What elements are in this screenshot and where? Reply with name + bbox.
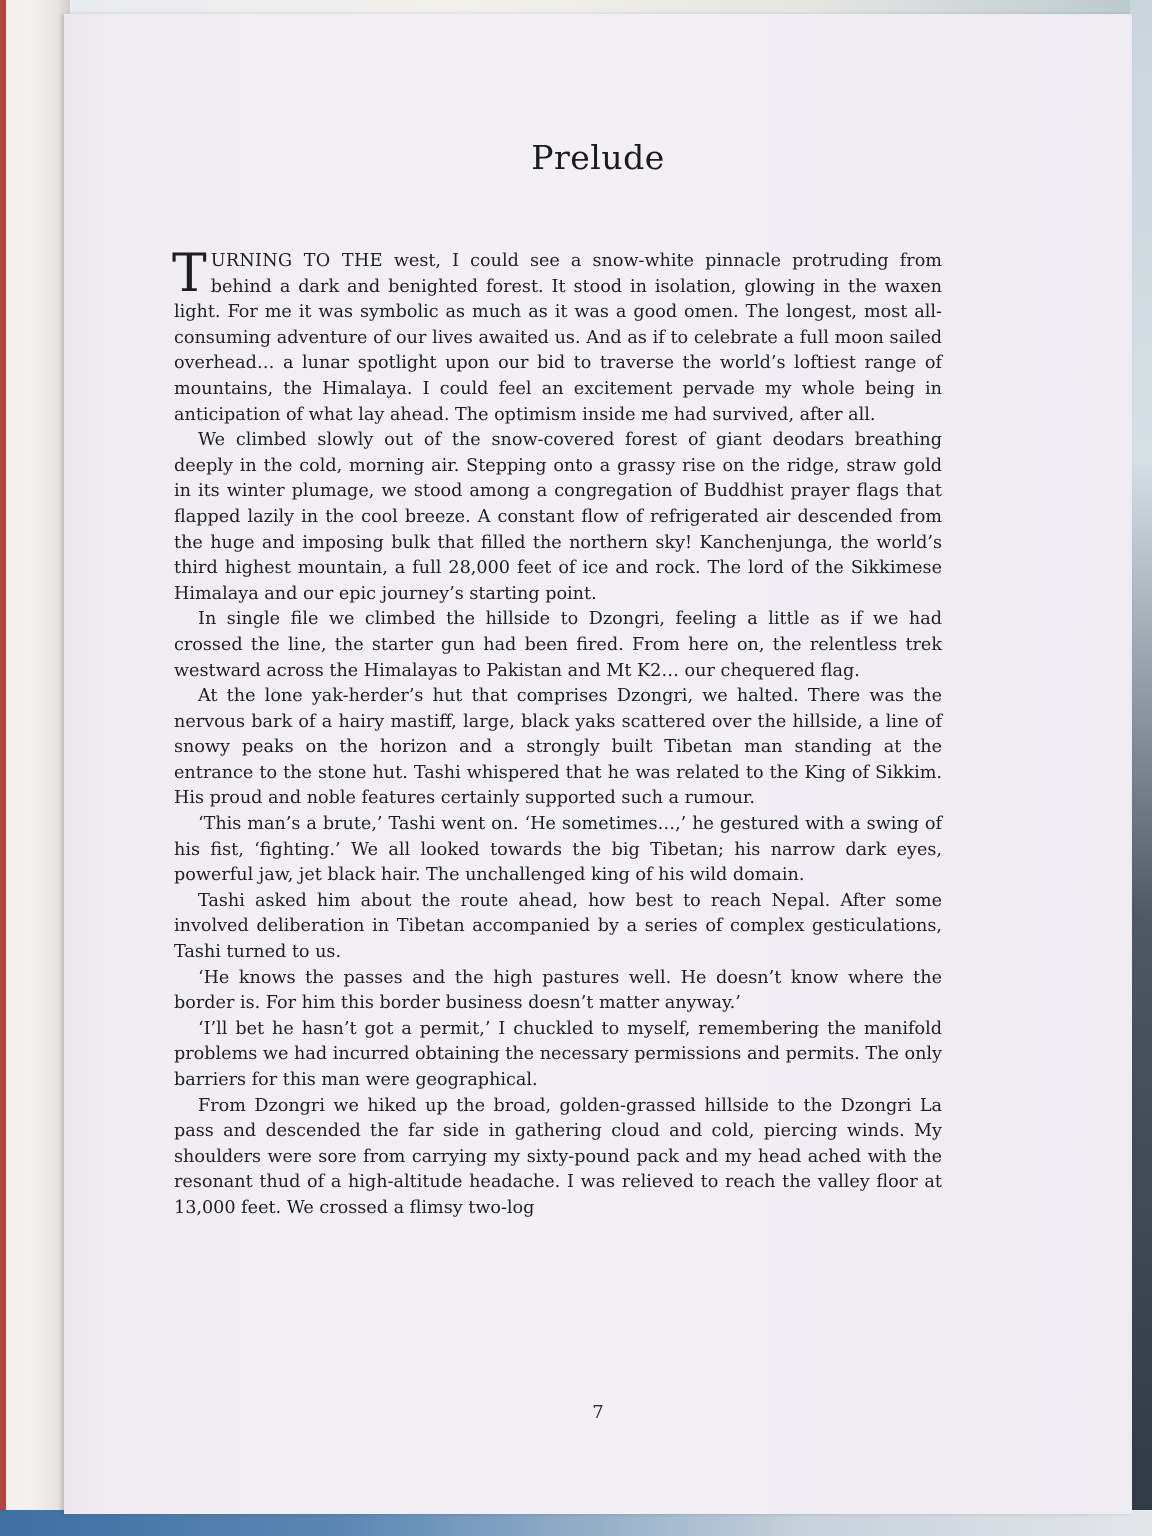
- book-page: [64, 14, 1132, 1514]
- book-cover-spine: [0, 0, 6, 1536]
- paragraph: ‘I’ll bet he hasn’t got a permit,’ I chuckled to myself, remembering the manifold problems we had incurred obtaining the necessary permissions and permits. The only barriers for this man were geographical.: [174, 1018, 942, 1090]
- opening-small-caps: URNING TO THE: [210, 251, 383, 271]
- body-text: [172, 244, 942, 1222]
- paragraph: At the lone yak-herder’s hut that comprises Dzongri, we halted. There was the nervous bark of a hairy mastiff, large, black yaks scattered over the hillside, a line of snowy peaks on the horizon and a strongly built Tibetan man standing at the entrance to the stone hut. Tashi whispered that he was related to the King of Sikkim. His proud and noble features certainly supported such a rumour.: [174, 686, 942, 809]
- page-number: 7: [592, 1402, 604, 1423]
- opening-paragraph: [172, 244, 942, 428]
- background-book-right: [1130, 0, 1152, 1536]
- paragraph: ‘This man’s a brute,’ Tashi went on. ‘He sometimes…,’ he gestured with a swing of his fist, ‘fighting.’ We all looked towards the big Tibetan; his narrow dark eyes, powerful jaw, jet black hair. The unchallenged king of his wild domain.: [174, 814, 942, 886]
- paragraph: We climbed slowly out of the snow-covered forest of giant deodars breathing deeply in the cold, morning air. Stepping onto a grassy rise on the ridge, straw gold in its winter plumage, we stood among a congregation of Buddhist prayer flags that flapped lazily in the cool breeze. A constant flow of refrigerated air descended from the huge and imposing bulk that filled the northern sky! Kanchenjunga, the world’s third highest mountain, a full 28,000 feet of ice and rock. The lord of the Sikkimese Himalaya and our epic journey’s starting point.: [174, 430, 942, 604]
- paragraph: In single file we climbed the hillside to Dzongri, feeling a little as if we had crossed the line, the starter gun had been fired. From here on, the relentless trek westward across the Himalayas to Pakistan and Mt K2… our chequered flag.: [174, 609, 942, 681]
- paragraph: Tashi asked him about the route ahead, how best to reach Nepal. After some involved deliberation in Tibetan accompanied by a series of complex gesticulations, Tashi turned to us.: [174, 890, 942, 963]
- opening-text: west, I could see a snow-white pinnacle protruding from behind a dark and benighted forest. It stood in isolation, glowing in the waxen light. For me it was symbolic as much as it was a good omen. The longest, most all-consuming adventure of our lives awaited us. And as if to celebrate a full moon sailed overhead… a lunar spotlight upon our bid to traverse the world’s loftiest range of mountains, the Himalaya. I could feel an excitement pervade my whole being in anticipation of what lay ahead. The optimism inside me had survived, after all.: [174, 251, 942, 425]
- drop-cap: T: [172, 244, 207, 304]
- chapter-title: Prelude: [531, 138, 665, 177]
- book-cover-edge: [0, 0, 70, 1536]
- paragraph: ‘He knows the passes and the high pastures well. He doesn’t know where the border is. For him this border business doesn’t matter anyway.’: [174, 967, 942, 1014]
- paragraph: From Dzongri we hiked up the broad, golden-grassed hillside to the Dzongri La pass and descended the far side in gathering cloud and cold, piercing winds. My shoulders were sore from carrying my sixty-pound pack and my head ached with the resonant thud of a high-altitude headache. I was relieved to reach the valley floor at 13,000 feet. We crossed a flimsy two-log: [174, 1095, 942, 1218]
